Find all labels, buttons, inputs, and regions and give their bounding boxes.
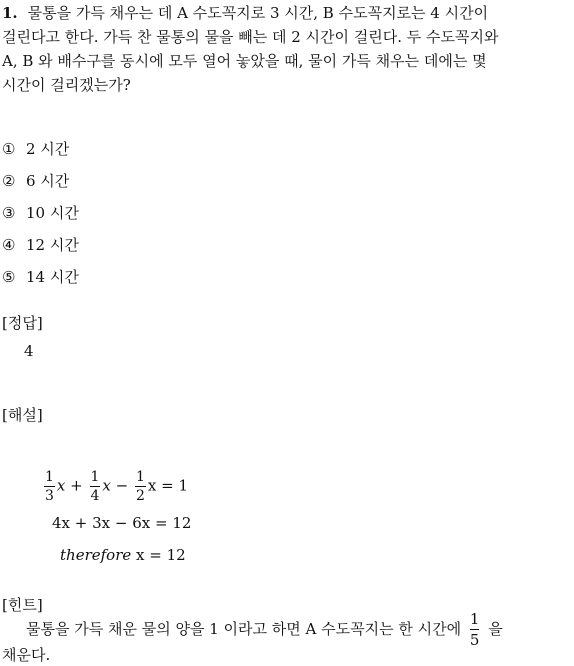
explanation-heading: [해설] bbox=[2, 406, 43, 424]
choice-text-5: 14 시간 bbox=[26, 268, 79, 286]
choice-3[interactable] bbox=[2, 202, 79, 224]
question-number: 1. bbox=[2, 4, 18, 22]
hint-heading: [힌트] bbox=[2, 596, 43, 614]
hint-line-1 bbox=[26, 612, 503, 648]
hint-text-after: 을 bbox=[488, 620, 503, 638]
question-text-1: 물통을 가득 채우는 데 A 수도꼭지로 3 시간, B 수도꼭지로는 4 시간이 bbox=[27, 4, 489, 22]
equation-3-rest: x = 12 bbox=[136, 546, 186, 564]
question-line-1 bbox=[2, 2, 488, 24]
therefore-word: therefore bbox=[60, 546, 132, 564]
answer-heading: [정답] bbox=[2, 314, 43, 332]
hint-line-2: 채운다. bbox=[2, 646, 51, 664]
question-line-4: 시간이 걸리겠는가? bbox=[2, 76, 131, 94]
hint-text-before: 물통을 가득 채운 물의 양을 1 이라고 하면 A 수도꼭지는 한 시간에 bbox=[26, 620, 462, 638]
hint-fraction: $\frac{1}{5}$ bbox=[469, 610, 480, 649]
choice-1[interactable] bbox=[2, 138, 69, 160]
choice-text-1: 2 시간 bbox=[26, 140, 70, 158]
question-line-2: 걸린다고 한다. 가득 찬 물통의 물을 빼는 데 2 시간이 걸린다. 두 수도꼭지와 bbox=[2, 28, 499, 46]
equation-1: $\frac{1}{3}$ x + $\frac{1}{4}$ x − $\frac{1}{2}$ x = 1 bbox=[45, 469, 189, 504]
answer-value: 4 bbox=[24, 342, 34, 360]
fraction-1-3: $\frac{1}{3}$ bbox=[45, 469, 54, 504]
choice-text-2: 6 시간 bbox=[26, 172, 70, 190]
choice-mark-1: ① bbox=[2, 140, 16, 158]
choice-mark-2: ② bbox=[2, 172, 16, 190]
choice-4[interactable] bbox=[2, 234, 79, 256]
choice-5[interactable] bbox=[2, 266, 79, 288]
choice-text-3: 10 시간 bbox=[26, 204, 79, 222]
choice-mark-5: ⑤ bbox=[2, 268, 16, 286]
equation-3 bbox=[60, 546, 186, 564]
choice-mark-3: ③ bbox=[2, 204, 16, 222]
choice-mark-4: ④ bbox=[2, 236, 16, 254]
choice-2[interactable] bbox=[2, 170, 69, 192]
question-line-3: A, B 와 배수구를 동시에 모두 열어 놓았을 때, 물이 가득 채우는 데에는 몇 bbox=[2, 52, 487, 70]
fraction-1-4: $\frac{1}{4}$ bbox=[90, 469, 100, 504]
fraction-1-2: $\frac{1}{2}$ bbox=[136, 469, 145, 504]
choice-text-4: 12 시간 bbox=[26, 236, 79, 254]
equation-2: 4x + 3x − 6x = 12 bbox=[52, 514, 192, 532]
